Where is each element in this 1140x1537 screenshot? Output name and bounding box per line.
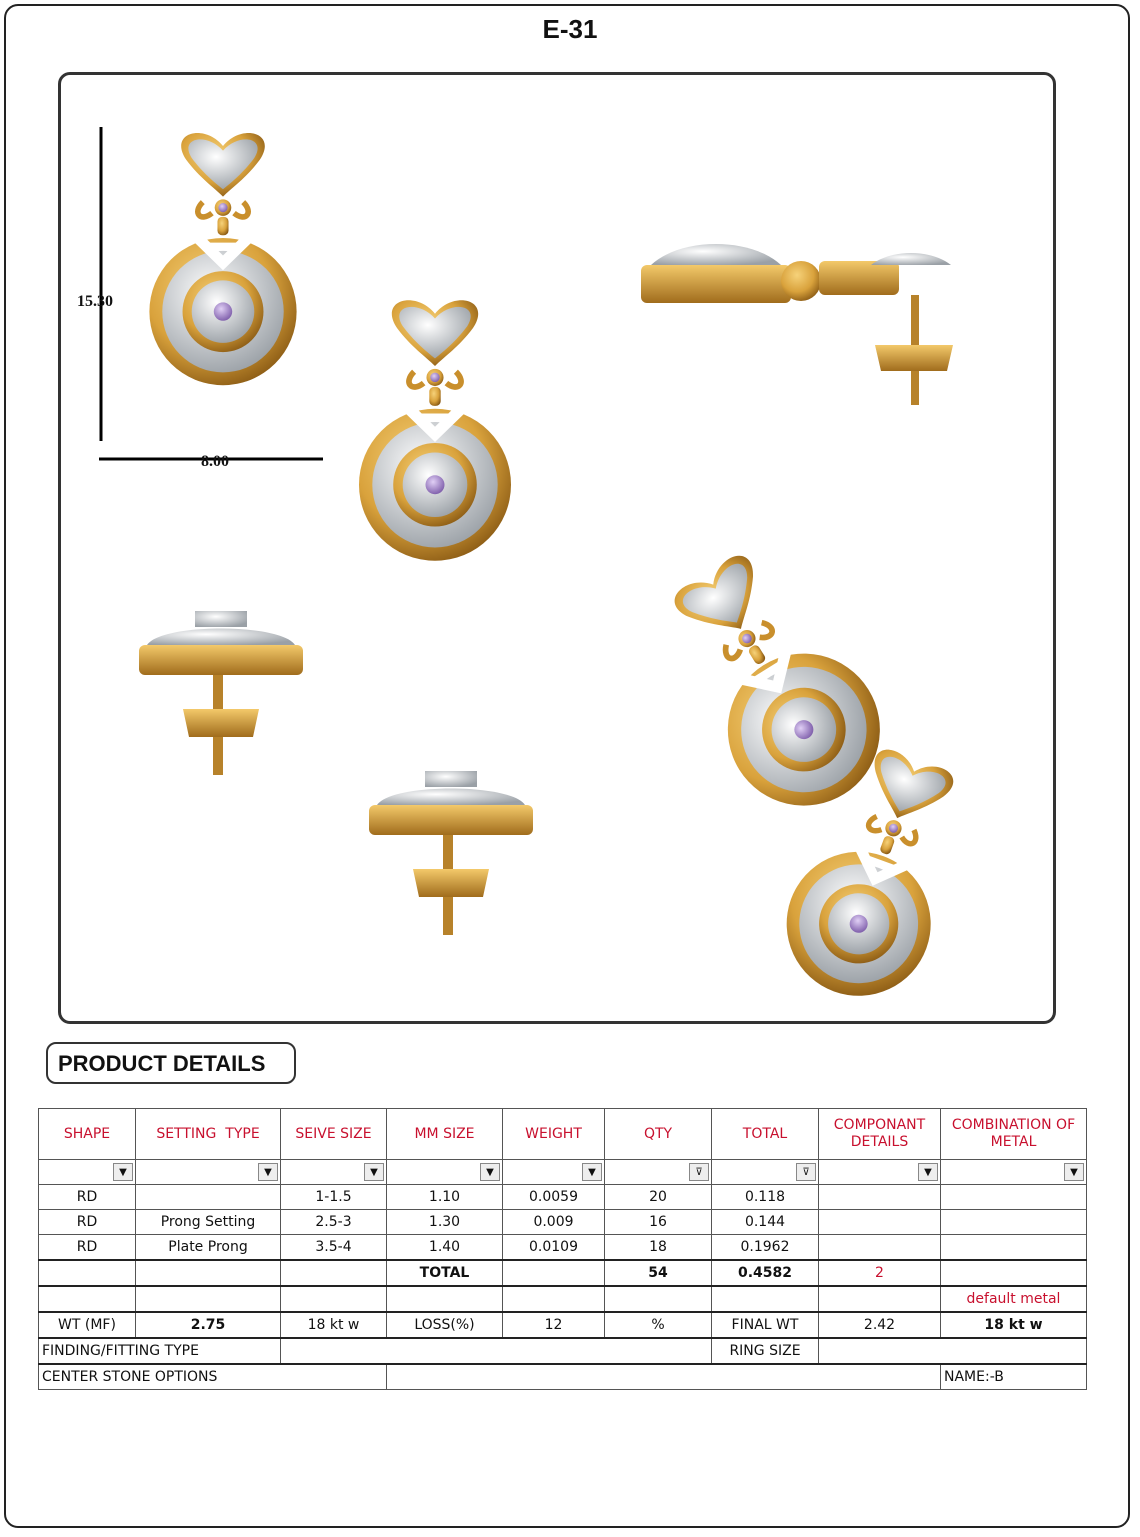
weight-row [39, 1312, 1087, 1338]
finding-row [39, 1338, 1087, 1364]
loss-value: 12 [503, 1312, 605, 1338]
table-row: RD Plate Prong 3.5-4 1.40 0.0109 18 0.1962 [39, 1235, 1087, 1261]
wt-label: WT (MF) [39, 1312, 136, 1338]
filter-dropdown-icon[interactable]: ▼ [480, 1163, 500, 1181]
finding-label: FINDING/FITTING TYPE [39, 1338, 281, 1364]
total-qty: 54 [605, 1260, 712, 1286]
table-row: RD Prong Setting 2.5-3 1.30 0.009 16 0.144 [39, 1210, 1087, 1235]
earring-renders [61, 75, 1053, 1021]
filter-active-icon[interactable]: ⊽ [689, 1163, 709, 1181]
header-weight: WEIGHT [503, 1109, 605, 1160]
final-wt-value: 2.42 [819, 1312, 941, 1338]
wt-value: 2.75 [136, 1312, 281, 1338]
filter-dropdown-icon[interactable]: ▼ [364, 1163, 384, 1181]
default-metal: default metal [941, 1286, 1087, 1312]
header-component-details: COMPONANT DETAILS [819, 1109, 941, 1160]
product-image-panel [58, 72, 1056, 1024]
header-combination-metal: COMBINATION OF METAL [941, 1109, 1087, 1160]
final-metal-type: 18 kt w [941, 1312, 1087, 1338]
default-metal-row [39, 1286, 1087, 1312]
header-mm-size: MM SIZE [387, 1109, 503, 1160]
header-total: TOTAL [712, 1109, 819, 1160]
filter-dropdown-icon[interactable]: ▼ [258, 1163, 278, 1181]
filter-dropdown-icon[interactable]: ▼ [1064, 1163, 1084, 1181]
metal-type: 18 kt w [281, 1312, 387, 1338]
total-row [39, 1260, 1087, 1286]
header-shape: SHAPE [39, 1109, 136, 1160]
component-count: 2 [819, 1260, 941, 1286]
filter-active-icon[interactable]: ⊽ [796, 1163, 816, 1181]
product-details-heading: PRODUCT DETAILS [46, 1042, 296, 1084]
ring-size-label: RING SIZE [712, 1338, 819, 1364]
filter-dropdown-icon[interactable]: ▼ [113, 1163, 133, 1181]
final-wt-label: FINAL WT [712, 1312, 819, 1338]
filter-row [39, 1160, 1087, 1185]
total-label: TOTAL [387, 1260, 503, 1286]
loss-label: LOSS(%) [387, 1312, 503, 1338]
percent-sign: % [605, 1312, 712, 1338]
header-setting-type: SETTING TYPE [136, 1109, 281, 1160]
header-qty: QTY [605, 1109, 712, 1160]
table-row: RD 1-1.5 1.10 0.0059 20 0.118 [39, 1185, 1087, 1210]
product-details-table [38, 1108, 1087, 1390]
width-dimension-label: 8.00 [201, 453, 229, 470]
table-header-row [39, 1109, 1087, 1160]
page-title: E-31 [542, 14, 598, 44]
filter-dropdown-icon[interactable]: ▼ [582, 1163, 602, 1181]
name-label: NAME:-B [941, 1364, 1087, 1390]
center-stone-row [39, 1364, 1087, 1390]
height-dimension-label: 15.30 [77, 293, 113, 310]
header-seive-size: SEIVE SIZE [281, 1109, 387, 1160]
center-stone-label: CENTER STONE OPTIONS [39, 1364, 387, 1390]
filter-dropdown-icon[interactable]: ▼ [918, 1163, 938, 1181]
total-weight: 0.4582 [712, 1260, 819, 1286]
